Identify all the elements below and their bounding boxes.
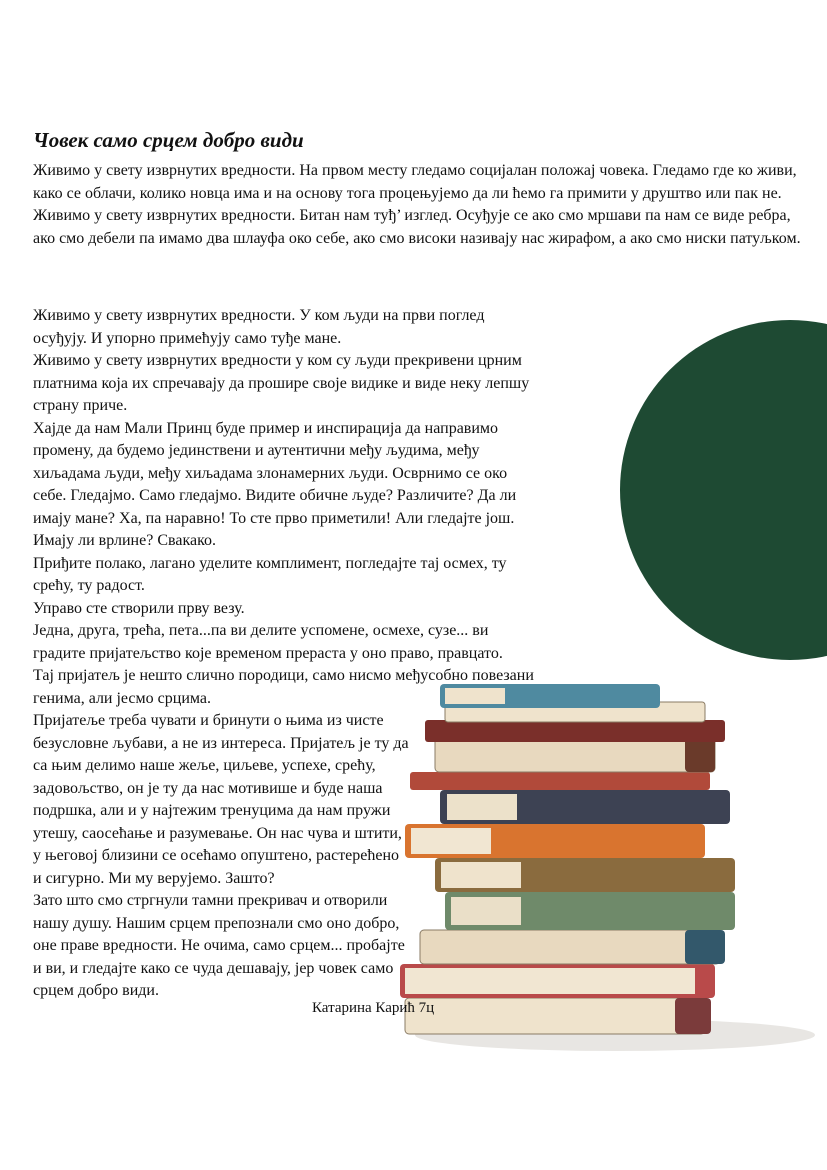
body-line: срцем добро види. bbox=[33, 982, 159, 999]
body-line: Управо сте створили прву везу. bbox=[33, 599, 245, 617]
body-line: безусловне љубави, а не из интереса. Пријатељ је ту да bbox=[33, 734, 409, 752]
body-line: у његовој близини се осећамо опуштено, растерећено bbox=[33, 847, 400, 864]
body-line: и сигурно. Ми му верујемо. Зашто? bbox=[33, 869, 275, 887]
body-line: имају мане? Ха, па наравно! То сте прво приметили! Али гледајте још. bbox=[33, 509, 515, 527]
body-line: себе. Гледајмо. Само гледајмо. Видите обичне људе? Различите? Да ли bbox=[33, 487, 517, 504]
body-line: Живимо у свету изврнутих вредности у ком су људи прекривени црним bbox=[33, 352, 522, 369]
body-line: промену, да будемо јединствени и аутентични међу људима, међу bbox=[33, 442, 480, 459]
body-line: Хајде да нам Мали Принц буде пример и инспирација да направимо bbox=[33, 419, 499, 437]
body-line: и ви, и гледајте како се чуда дешавају, јер човек само bbox=[33, 959, 394, 977]
body-line: платнима која их спречавају да прошире своје видике и виде неку лепшу bbox=[33, 374, 530, 392]
body-line: задовољство, он је ту да нас мотивише и буде наша bbox=[33, 779, 383, 797]
body-line: Имају ли врлине? Свакако. bbox=[33, 532, 217, 549]
body-line: Живимо у свету изврнутих вредности. У ком људи на први поглед bbox=[33, 307, 485, 324]
author-signature: Катарина Карић 7ц bbox=[312, 1000, 435, 1016]
body-line: осуђују. И упорно примећују само туђе мане. bbox=[33, 329, 342, 347]
intro-paragraph: Живимо у свету изврнутих вредности. Битан нам туђ’ изглед. Осуђује се ако смо мршави па нам се виде ребра, ако смо дебели па имамо два шлауфа око себе, ако смо високи називају нас жирафом, а ако смо ниски патуљком. bbox=[33, 207, 801, 247]
body-line: Пријатеље треба чувати и бринути о њима из чисте bbox=[33, 712, 384, 729]
decorative-green-circle bbox=[620, 320, 827, 660]
intro-paragraph: Живимо у свету изврнутих вредности. На првом месту гледамо социјалан положај човека. Гледамо где ко живи, како се облачи, колико новца има и на основу тога процењујемо да ли ћемо га примити у друштво или пак не. bbox=[33, 162, 797, 202]
body-line: хиљадама људи, међу хиљадама злонамерних људи. Осврнимо се око bbox=[33, 464, 508, 482]
body-line: нашу душу. Нашим срцем препознали смо оно добро, bbox=[33, 914, 400, 932]
body-line: срећу, ту радост. bbox=[33, 577, 145, 594]
body-line: Једна, друга, трећа, пета...па ви делите успомене, осмехе, сузе... ви bbox=[33, 622, 489, 639]
body-line: Зато што смо стргнули тамни прекривач и отворили bbox=[33, 892, 388, 909]
body-line: страну приче. bbox=[33, 397, 128, 414]
body-line: Приђите полако, лагано уделите комплимент, погледајте тај осмех, ту bbox=[33, 554, 507, 572]
intro-section bbox=[33, 160, 808, 250]
body-line: Тај пријатељ је нешто слично породици, само нисмо међусобно повезани bbox=[33, 667, 534, 684]
essay-body bbox=[33, 305, 593, 1003]
essay-title: Човек само срцем добро види bbox=[33, 128, 304, 152]
body-line: са њим делимо наше жеље, циљеве, успехе, срећу, bbox=[33, 757, 376, 774]
body-line: утешу, саосећање и разумевање. Он нас чува и штити, bbox=[33, 824, 402, 842]
body-line: подршка, али и у најтежим тренуцима да нам пружи bbox=[33, 802, 391, 819]
body-line: оне праве вредности. Не очима, само срцем... пробајте bbox=[33, 937, 405, 954]
body-line: градите пријатељство које временом прераста у оно право, правцато. bbox=[33, 644, 503, 662]
body-line: генима, али јесмо срцима. bbox=[33, 689, 211, 707]
